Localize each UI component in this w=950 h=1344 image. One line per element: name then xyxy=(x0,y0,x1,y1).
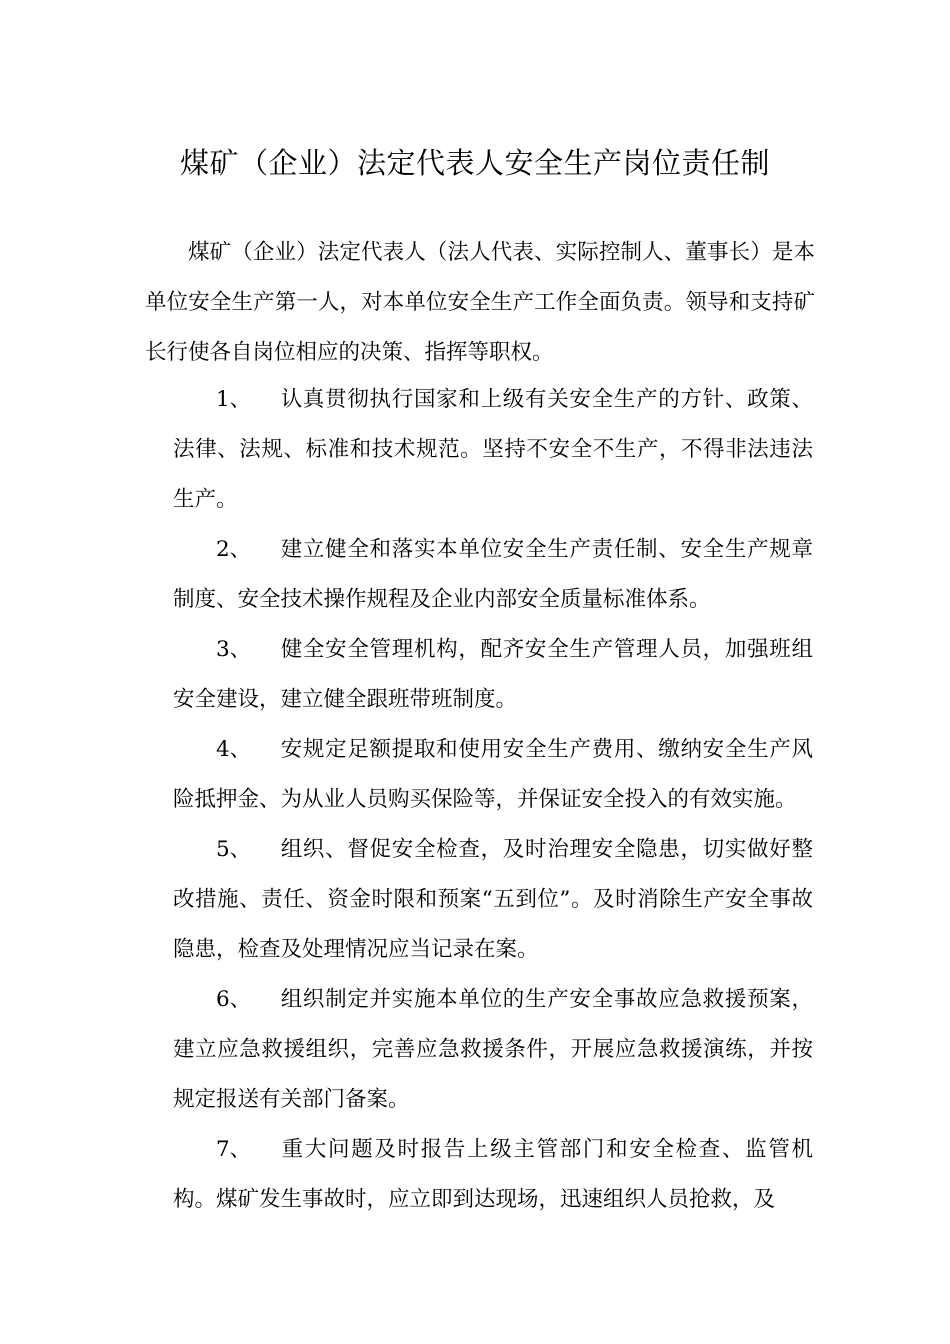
item-number: 3、 xyxy=(216,637,252,662)
duty-item-1 xyxy=(173,375,813,525)
duty-item-6 xyxy=(173,975,813,1125)
item-number: 6、 xyxy=(216,987,252,1012)
intro-paragraph: 煤矿（企业）法定代表人（法人代表、实际控制人、董事长）是本单位安全生产第一人，对本单位安全生产工作全面负责。领导和支持矿长行使各自岗位相应的决策、指挥等职权。 xyxy=(145,240,815,365)
item-text: 组织、督促安全检查，及时治理安全隐患，切实做好整改措施、责任、资金时限和预案“五到位”。及时消除生产安全事故隐患，检查及处理情况应当记录在案。 xyxy=(173,837,813,962)
item-number: 1、 xyxy=(216,387,252,412)
item-text: 重大问题及时报告上级主管部门和安全检查、监管机构。煤矿发生事故时，应立即到达现场，迅速组织人员抢救，及 xyxy=(173,1137,813,1212)
document-title: 煤矿（企业）法定代表人安全生产岗位责任制 xyxy=(179,146,770,180)
duty-item-5 xyxy=(173,825,813,975)
duty-item-3 xyxy=(173,625,813,725)
duty-item-2 xyxy=(173,525,813,625)
item-text: 健全安全管理机构，配齐安全生产管理人员，加强班组安全建设，建立健全跟班带班制度。 xyxy=(173,637,813,712)
item-number: 4、 xyxy=(216,737,252,762)
item-number: 2、 xyxy=(216,537,252,562)
item-number: 5、 xyxy=(216,837,252,862)
duty-item-4 xyxy=(173,725,813,825)
item-text: 建立健全和落实本单位安全生产责任制、安全生产规章制度、安全技术操作规程及企业内部安全质量标准体系。 xyxy=(173,537,813,612)
item-text: 组织制定并实施本单位的生产安全事故应急救援预案，建立应急救援组织，完善应急救援条件，开展应急救援演练，并按规定报送有关部门备案。 xyxy=(173,987,813,1112)
duty-item-7 xyxy=(173,1125,813,1225)
item-number: 7、 xyxy=(216,1137,252,1162)
item-text: 认真贯彻执行国家和上级有关安全生产的方针、政策、法律、法规、标准和技术规范。坚持不安全不生产，不得非法违法生产。 xyxy=(173,387,813,512)
item-text: 安规定足额提取和使用安全生产费用、缴纳安全生产风险抵押金、为从业人员购买保险等，并保证安全投入的有效实施。 xyxy=(173,737,813,812)
